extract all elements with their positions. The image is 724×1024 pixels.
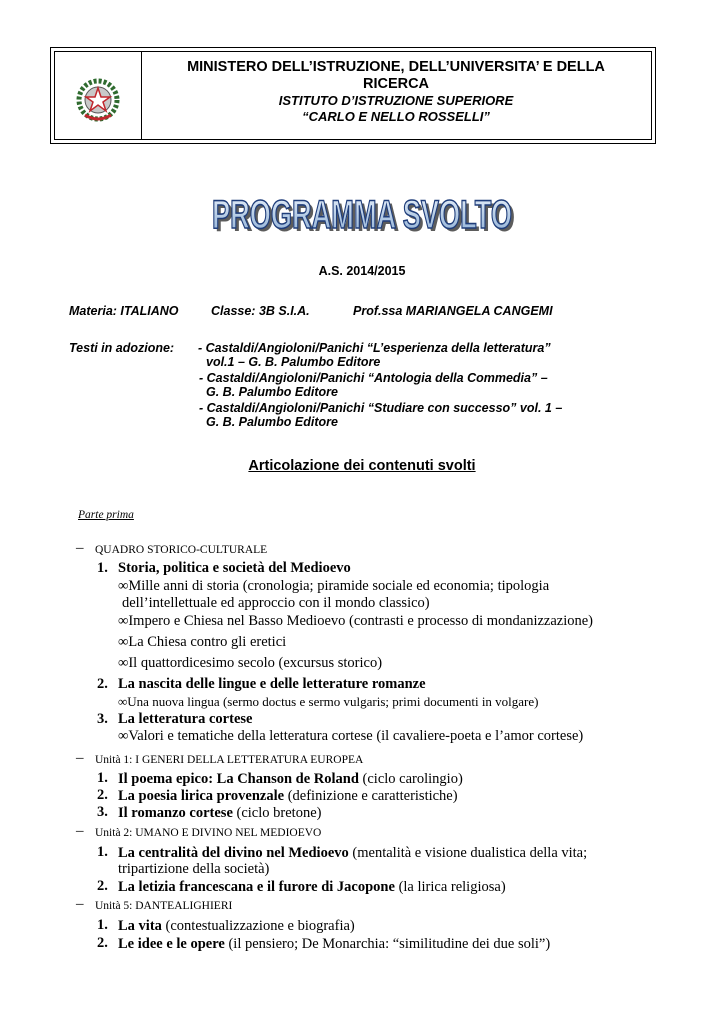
- unit-bullet-dash: –: [76, 750, 84, 766]
- item-title: La letizia francescana e il furore di Jacopone: [118, 879, 395, 895]
- item-number: 1.: [97, 844, 108, 860]
- list-item: [118, 655, 382, 672]
- textbook-3-line-1: - Castaldi/Angioloni/Panichi “Studiare con successo” vol. 1 –: [199, 401, 563, 415]
- item-description: (definizione e caratteristiche): [284, 788, 458, 804]
- infinity-bullet-icon: ∞: [118, 728, 129, 744]
- page-title: [205, 186, 521, 240]
- item-description: (la lirica religiosa): [394, 879, 506, 895]
- infinity-bullet-icon: ∞: [118, 694, 128, 709]
- item-number: 1.: [97, 917, 108, 933]
- list-item: [118, 578, 655, 595]
- sub-item-continuation: dell’intellettuale ed approccio con il mondo classico): [122, 595, 430, 611]
- sub-item-text: ∞Mille anni di storia (cronologia; piramide sociale ed economia; tipologia: [118, 578, 550, 594]
- item-title: La centralità del divino nel Medioevo: [118, 845, 349, 861]
- header-divider: [141, 52, 142, 139]
- item-title: La poesia lirica provenzale: [118, 788, 285, 804]
- part-label: Parte prima: [78, 509, 134, 521]
- item-title: Il romanzo cortese: [118, 805, 233, 821]
- page-title-shadow: PROGRAMMA SVOLTO: [215, 196, 515, 240]
- unit-title: QUADRO STORICO-CULTURALE: [95, 544, 268, 556]
- course-subject: Materia: ITALIANO: [69, 304, 179, 318]
- list-item: [118, 634, 286, 651]
- section-heading: Articolazione dei contenuti svolti: [248, 458, 476, 474]
- header-text: [145, 59, 647, 125]
- textbooks-label: Testi in adozione:: [69, 341, 175, 355]
- sub-item-text: Valori e tematiche della letteratura cortese (il cavaliere-poeta e l’amor cortese): [128, 728, 584, 744]
- item-description: (mentalità e visione dualistica della vita;: [348, 845, 588, 861]
- school-year: A.S. 2014/2015: [318, 264, 406, 278]
- textbook-1-line-1: - Castaldi/Angioloni/Panichi “L’esperienza della letteratura”: [198, 341, 551, 355]
- list-item: [118, 844, 587, 862]
- unit-bullet-dash: –: [76, 823, 84, 839]
- list-item: [118, 613, 593, 630]
- header-inner-frame: [54, 51, 652, 140]
- item-number: 2.: [97, 935, 108, 951]
- sub-item-text: Il quattordicesimo secolo (excursus storico): [128, 655, 383, 671]
- item-title: La nascita delle lingue e delle letterature romanze: [118, 676, 426, 692]
- unit-title: Unità 5: DANTEALIGHIERI: [95, 900, 233, 912]
- unit-title: Unità 2: UMANO E DIVINO NEL MEDIOEVO: [95, 827, 322, 839]
- list-item: [118, 804, 321, 822]
- infinity-bullet-icon: ∞: [118, 634, 129, 650]
- item-title: Il poema epico: La Chanson de Roland: [118, 771, 359, 787]
- item-number: 3.: [97, 804, 108, 820]
- institute-type: ISTITUTO D’ISTRUZIONE SUPERIORE: [278, 93, 514, 108]
- item-description-continuation: tripartizione della società): [118, 861, 270, 877]
- ministry-name: MINISTERO DELL’ISTRUZIONE, DELL’UNIVERSITA’ E DELLA RICERCA: [187, 59, 605, 92]
- item-description: (contestualizzazione e biografia): [161, 918, 355, 934]
- item-title: La vita: [118, 918, 162, 934]
- item-description: (il pensiero; De Monarchia: “similitudine dei due soli”): [224, 936, 551, 952]
- textbook-1-line-2: vol.1 – G. B. Palumbo Editore: [206, 355, 381, 369]
- italian-republic-emblem-icon: [75, 77, 121, 123]
- header-box: [50, 47, 656, 144]
- course-class: Classe: 3B S.I.A.: [211, 304, 310, 318]
- page-title-text: PROGRAMMA SVOLTO: [212, 193, 512, 237]
- item-number: 2.: [97, 787, 108, 803]
- item-number: 2.: [97, 676, 108, 692]
- infinity-bullet-icon: ∞: [118, 578, 129, 594]
- item-number: 1.: [97, 770, 108, 786]
- sub-item-text: Impero e Chiesa nel Basso Medioevo (contrasti e processo di mondanizzazione): [128, 613, 594, 629]
- item-number: 1.: [97, 560, 108, 576]
- item-title: La letteratura cortese: [118, 711, 253, 727]
- list-item: [118, 935, 550, 953]
- item-title: Storia, politica e società del Medioevo: [118, 560, 351, 576]
- list-item: [118, 878, 506, 896]
- sub-item-text: La Chiesa contro gli eretici: [128, 634, 287, 650]
- unit-bullet-dash: –: [76, 896, 84, 912]
- item-title: Le idee e le opere: [118, 936, 225, 952]
- item-description: (ciclo carolingio): [358, 771, 463, 787]
- item-number: 3.: [97, 711, 108, 727]
- item-number: 2.: [97, 878, 108, 894]
- list-item: [118, 917, 355, 935]
- list-item: [118, 787, 458, 805]
- textbook-2-line-2: G. B. Palumbo Editore: [206, 385, 338, 399]
- list-item: [118, 694, 539, 710]
- textbook-3-line-2: G. B. Palumbo Editore: [206, 415, 338, 429]
- textbook-2-line-1: - Castaldi/Angioloni/Panichi “Antologia della Commedia” –: [199, 371, 548, 385]
- list-item: [118, 728, 583, 745]
- unit-title: Unità 1: I GENERI DELLA LETTERATURA EUROPEA: [95, 754, 364, 766]
- item-description: (ciclo bretone): [232, 805, 322, 821]
- infinity-bullet-icon: ∞: [118, 613, 129, 629]
- sub-item-text: Una nuova lingua (sermo doctus e sermo vulgaris; primi documenti in volgare): [127, 694, 539, 709]
- list-item: [118, 770, 463, 788]
- institute-name: “CARLO E NELLO ROSSELLI”: [302, 109, 490, 124]
- infinity-bullet-icon: ∞: [118, 655, 129, 671]
- course-teacher: Prof.ssa MARIANGELA CANGEMI: [353, 304, 553, 318]
- unit-bullet-dash: –: [76, 540, 84, 556]
